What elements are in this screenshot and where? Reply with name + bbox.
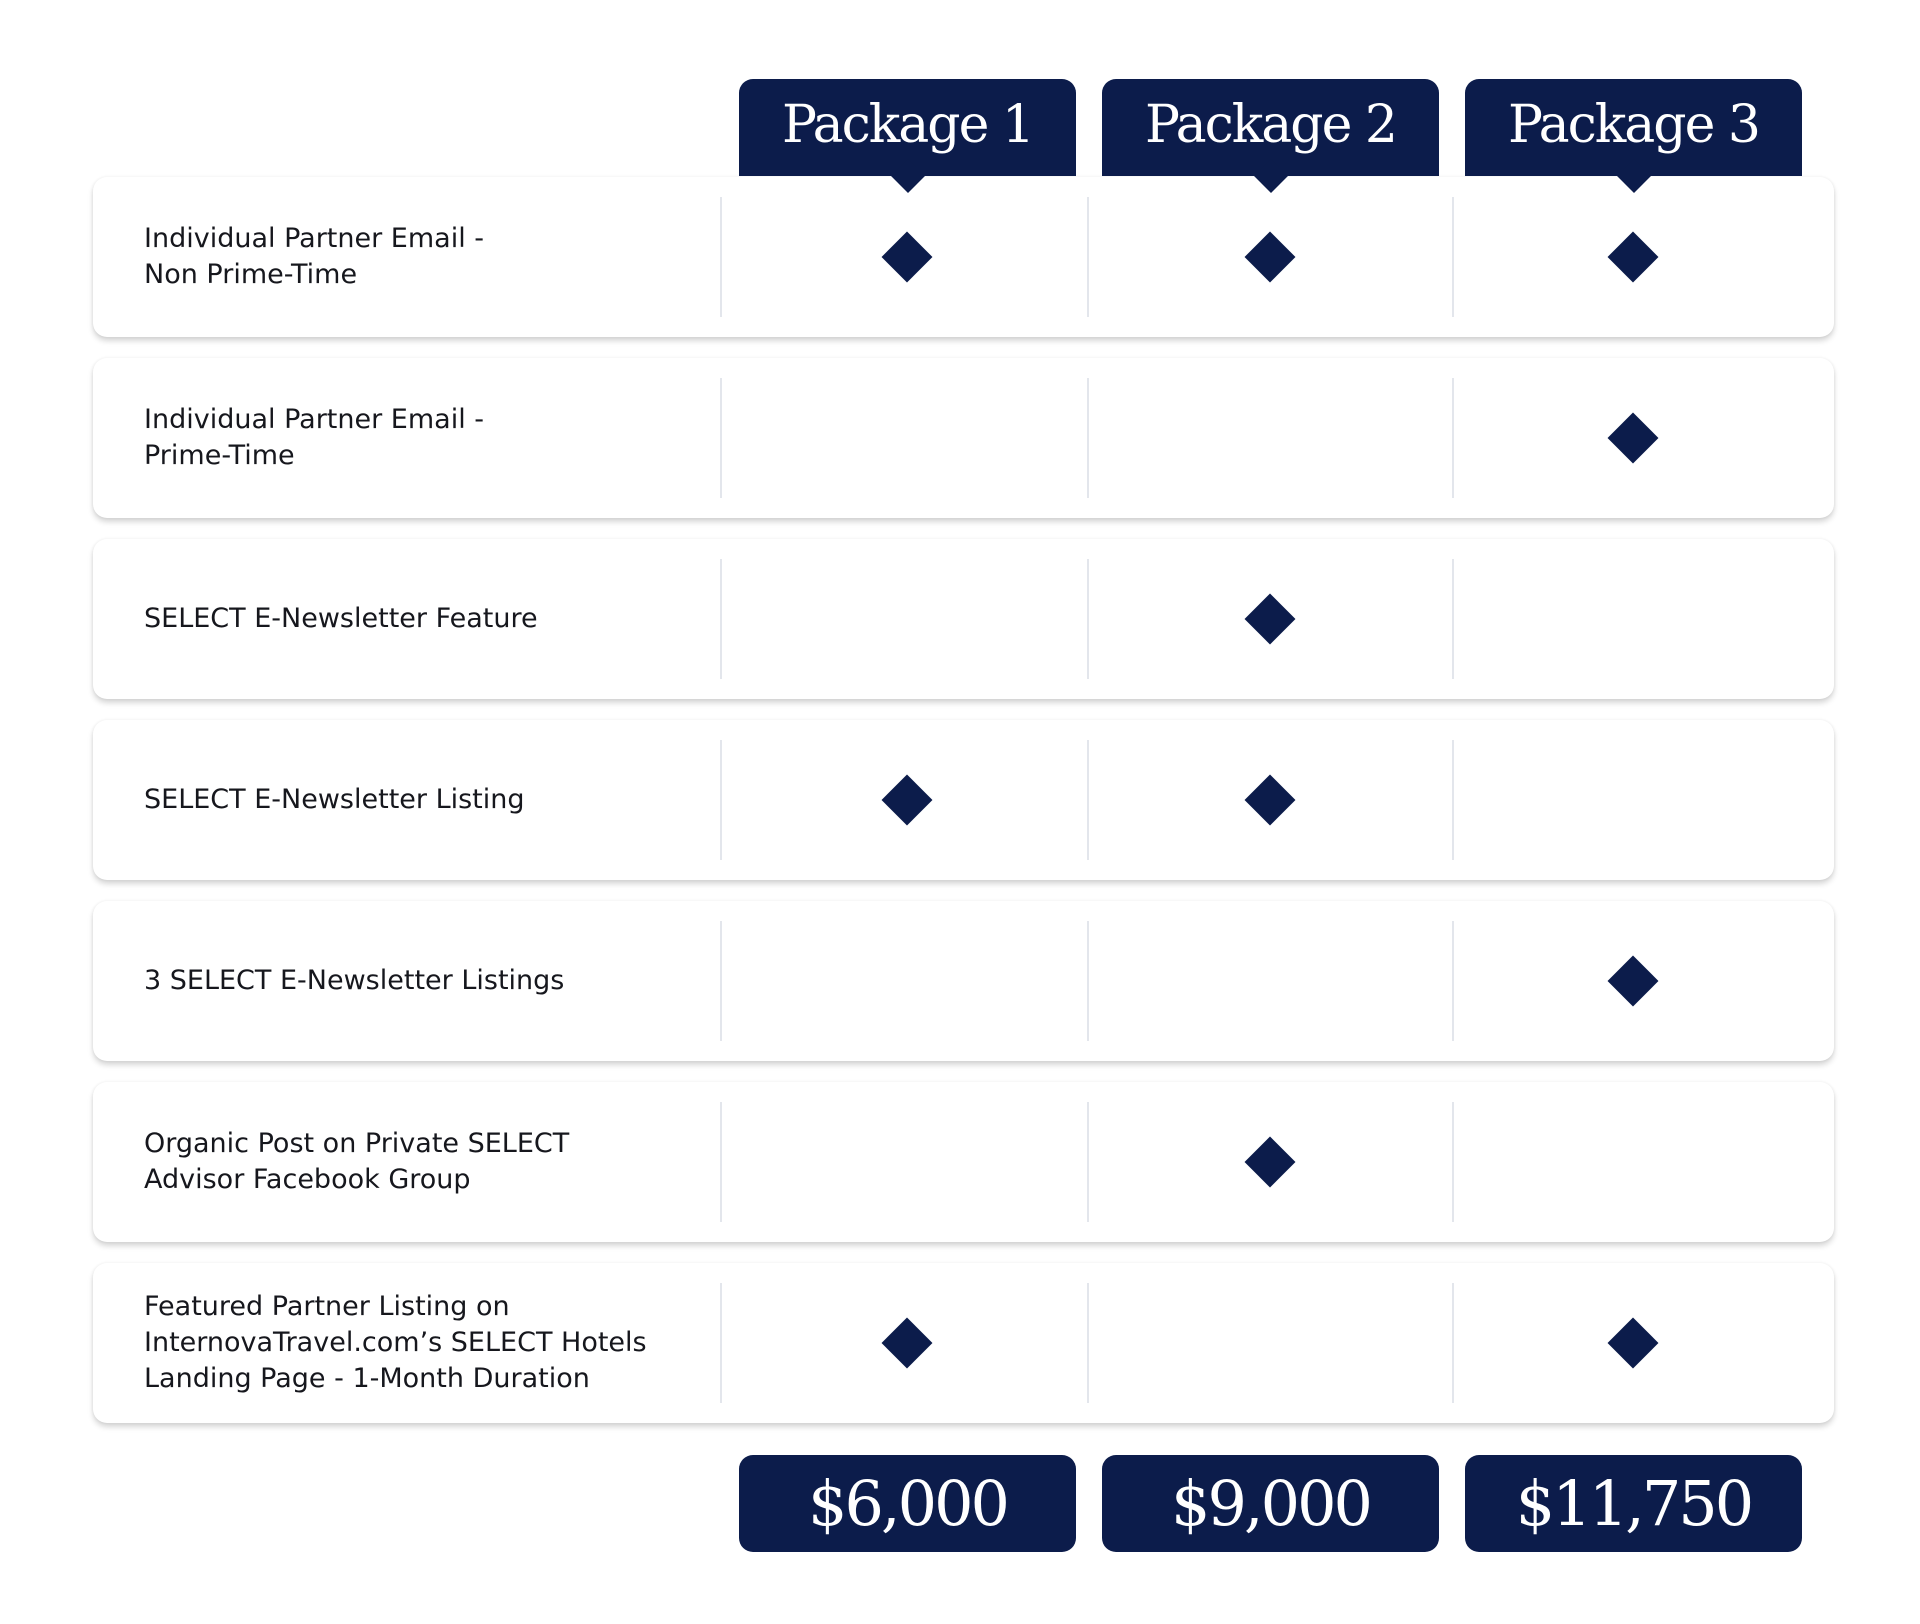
feature-label bbox=[144, 720, 684, 880]
column-divider bbox=[1087, 197, 1089, 317]
column-divider bbox=[1452, 559, 1454, 679]
package-3-cell bbox=[1483, 720, 1783, 880]
package-2-cell bbox=[1120, 177, 1420, 337]
column-divider bbox=[720, 197, 722, 317]
feature-label-line: 3 SELECT E-Newsletter Listings bbox=[144, 965, 565, 996]
package-3-cell bbox=[1483, 177, 1783, 337]
column-divider bbox=[1087, 921, 1089, 1041]
package-3-cell bbox=[1483, 539, 1783, 699]
column-divider bbox=[1452, 1102, 1454, 1222]
diamond-icon bbox=[1245, 594, 1296, 645]
table-row bbox=[93, 1082, 1834, 1242]
package-3-header bbox=[1465, 79, 1802, 176]
package-3-cell bbox=[1483, 1263, 1783, 1423]
feature-label-line: Non Prime-Time bbox=[144, 259, 358, 290]
column-divider bbox=[720, 921, 722, 1041]
feature-label bbox=[144, 901, 684, 1061]
column-divider bbox=[720, 1283, 722, 1403]
column-divider bbox=[720, 559, 722, 679]
feature-label-line: Featured Partner Listing on bbox=[144, 1291, 510, 1322]
column-divider bbox=[1452, 740, 1454, 860]
diamond-icon bbox=[882, 1318, 933, 1369]
column-divider bbox=[1087, 1283, 1089, 1403]
table-row bbox=[93, 901, 1834, 1061]
column-divider bbox=[1087, 559, 1089, 679]
column-divider bbox=[1452, 1283, 1454, 1403]
diamond-icon bbox=[1608, 232, 1659, 283]
feature-label-line: Individual Partner Email - bbox=[144, 223, 485, 254]
diamond-icon bbox=[882, 775, 933, 826]
table-row bbox=[93, 358, 1834, 518]
package-1-cell bbox=[757, 1082, 1057, 1242]
feature-label bbox=[144, 539, 684, 699]
feature-label-line: Organic Post on Private SELECT bbox=[144, 1128, 570, 1159]
feature-label-line: Individual Partner Email - bbox=[144, 404, 485, 435]
diamond-icon bbox=[1245, 232, 1296, 283]
package-1-price: $6,000 bbox=[739, 1455, 1076, 1552]
package-2-cell bbox=[1120, 720, 1420, 880]
package-2-cell bbox=[1120, 1082, 1420, 1242]
package-1-cell bbox=[757, 720, 1057, 880]
package-2-cell bbox=[1120, 539, 1420, 699]
column-divider bbox=[720, 1102, 722, 1222]
package-2-cell bbox=[1120, 901, 1420, 1061]
package-1-cell bbox=[757, 1263, 1057, 1423]
package-3-cell bbox=[1483, 1082, 1783, 1242]
feature-label bbox=[144, 177, 684, 337]
feature-label-line: Advisor Facebook Group bbox=[144, 1164, 471, 1195]
column-divider bbox=[720, 740, 722, 860]
package-3-cell bbox=[1483, 901, 1783, 1061]
package-2-header bbox=[1102, 79, 1439, 176]
column-divider bbox=[1087, 740, 1089, 860]
feature-label-line: Landing Page - 1-Month Duration bbox=[144, 1363, 590, 1394]
column-divider bbox=[1452, 921, 1454, 1041]
package-2-cell bbox=[1120, 358, 1420, 518]
feature-label bbox=[144, 358, 684, 518]
feature-label bbox=[144, 1263, 684, 1423]
package-3-cell bbox=[1483, 358, 1783, 518]
feature-label-line: Prime-Time bbox=[144, 440, 295, 471]
table-row bbox=[93, 539, 1834, 699]
diamond-icon bbox=[1245, 1137, 1296, 1188]
diamond-icon bbox=[1608, 956, 1659, 1007]
column-divider bbox=[1087, 1102, 1089, 1222]
package-2-price: $9,000 bbox=[1102, 1455, 1439, 1552]
table-row bbox=[93, 720, 1834, 880]
feature-label-line: InternovaTravel.com’s SELECT Hotels bbox=[144, 1327, 647, 1358]
package-3-price: $11,750 bbox=[1465, 1455, 1802, 1552]
package-1-cell bbox=[757, 901, 1057, 1061]
column-divider bbox=[1452, 378, 1454, 498]
table-row bbox=[93, 1263, 1834, 1423]
feature-label bbox=[144, 1082, 684, 1242]
package-1-title: Package 1 bbox=[782, 94, 1033, 155]
column-divider bbox=[1087, 378, 1089, 498]
package-1-header bbox=[739, 79, 1076, 176]
feature-label-line: SELECT E-Newsletter Listing bbox=[144, 784, 525, 815]
column-divider bbox=[720, 378, 722, 498]
package-1-cell bbox=[757, 177, 1057, 337]
table-row bbox=[93, 177, 1834, 337]
package-2-cell bbox=[1120, 1263, 1420, 1423]
feature-label-line: SELECT E-Newsletter Feature bbox=[144, 603, 538, 634]
diamond-icon bbox=[1245, 775, 1296, 826]
column-divider bbox=[1452, 197, 1454, 317]
diamond-icon bbox=[1608, 413, 1659, 464]
package-1-cell bbox=[757, 539, 1057, 699]
diamond-icon bbox=[1608, 1318, 1659, 1369]
diamond-icon bbox=[882, 232, 933, 283]
package-3-title: Package 3 bbox=[1508, 94, 1759, 155]
package-1-cell bbox=[757, 358, 1057, 518]
package-2-title: Package 2 bbox=[1145, 94, 1396, 155]
